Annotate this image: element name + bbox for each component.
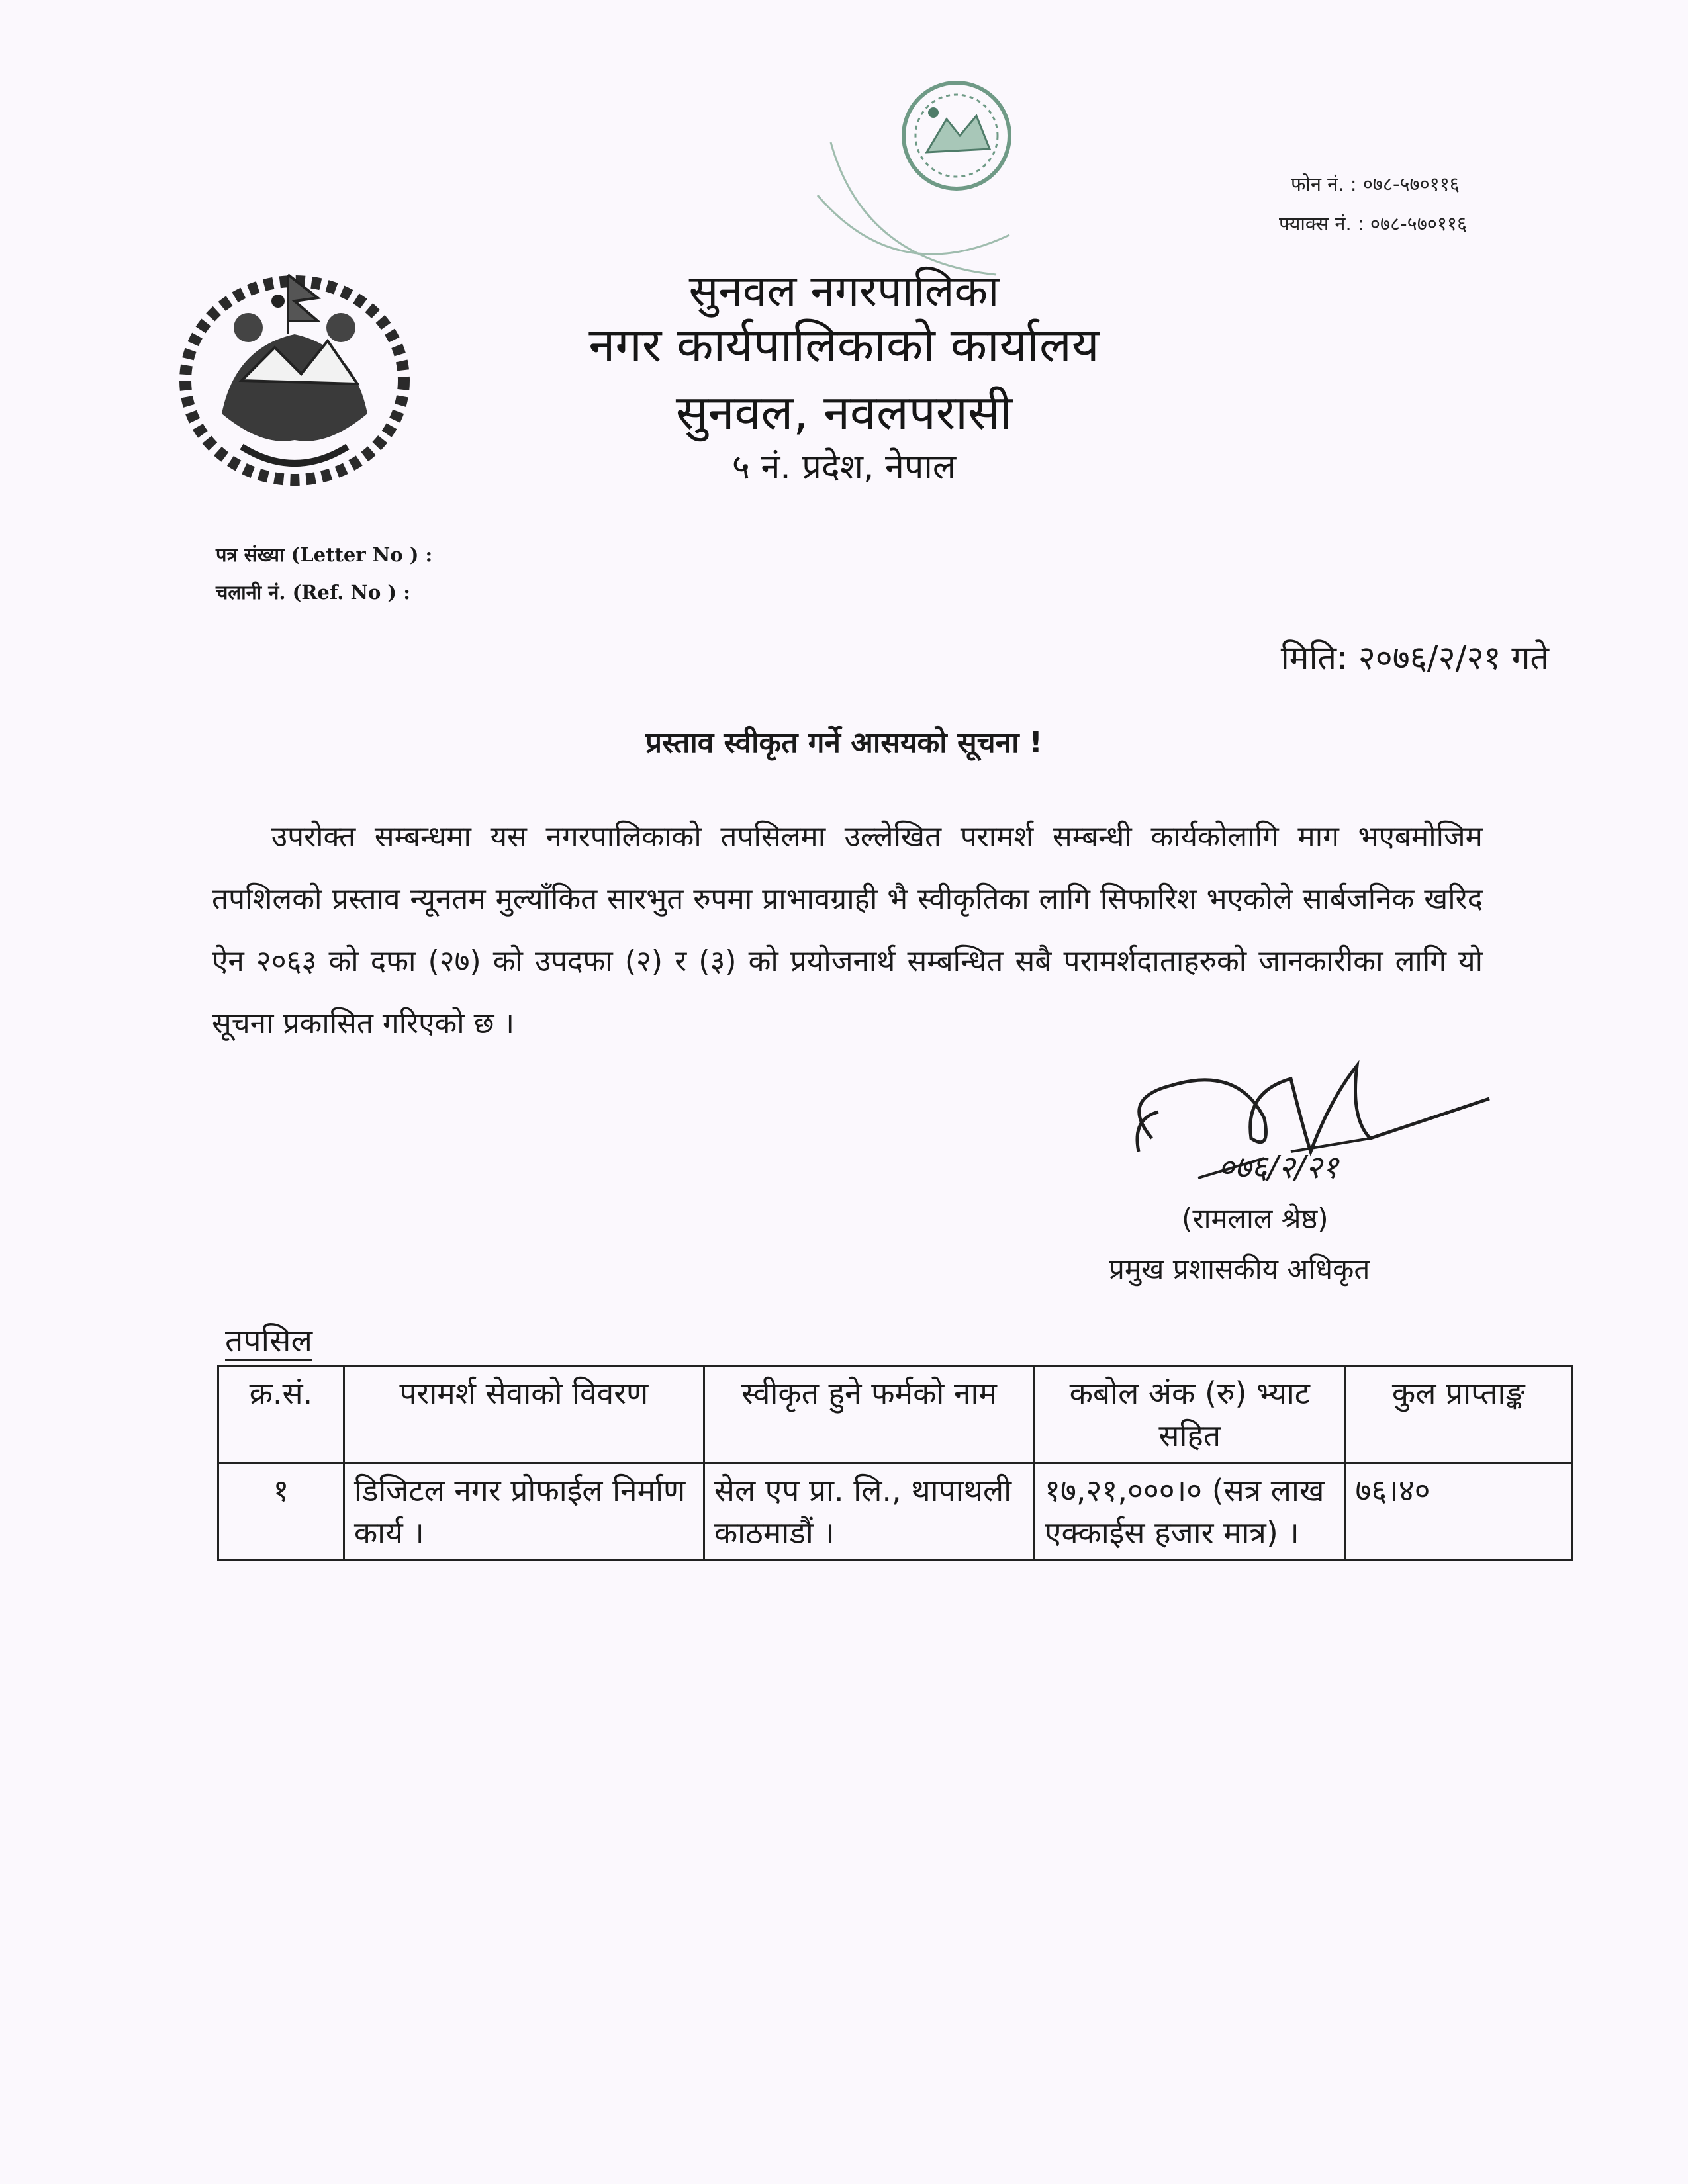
province-line: ५ नं. प्रदेश, नेपाल [731, 447, 957, 487]
office-location: सुनवल, नवलपरासी [675, 385, 1013, 440]
letter-number-label: पत्र संख्या (Letter No ) : [216, 543, 433, 566]
office-name: नगर कार्यपालिकाको कार्यालय [588, 317, 1100, 373]
annex-label: तपसिल [225, 1322, 312, 1361]
fax-number: फ्याक्स नं. : ०७८-५७०११६ [1279, 212, 1468, 235]
cell-score: ७६।४० [1345, 1463, 1572, 1561]
letter-date: मिति: २०७६/२/२१ गते [1280, 639, 1549, 677]
column-header-amount: कबोल अंक (रु) भ्याट सहित [1035, 1366, 1345, 1463]
annex-table [217, 1365, 1573, 1561]
cell-sn: १ [218, 1463, 344, 1561]
notice-body: उपरोक्त सम्बन्धमा यस नगरपालिकाको तपसिलमा उल्लेखित परामर्श सम्बन्धी कार्यकोलागि माग भएबमोजिम तपशिलको प्रस्ताव न्यूनतम मुल्याँकित सारभुत रुपमा प्राभावग्राही भै स्वीकृतिका लागि सिफारिश भएकोले सार्बजनिक खरिद ऐन २०६३ को दफा (२७) को उपदफा (२) र (३) को प्रयोजनार्थ सम्बन्धित सबै परामर्शदाताहरुको जानकारीका लागि यो सूचना प्रकासित गरिएको छ । [212, 820, 1483, 1040]
column-header-description: परामर्श सेवाको विवरण [344, 1366, 704, 1463]
phone-number: फोन नं. : ०७८-५७०११६ [1291, 173, 1460, 195]
cell-firm: सेल एप प्रा. लि., थापाथली काठमाडौं । [704, 1463, 1034, 1561]
column-header-score: कुल प्राप्ताङ्क [1345, 1366, 1572, 1463]
table-header-row [218, 1366, 1572, 1463]
column-header-firm: स्वीकृत हुने फर्मको नाम [704, 1366, 1034, 1463]
table-row [218, 1463, 1572, 1561]
organization-name: सुनवल नगरपालिका [688, 265, 1000, 316]
column-header-sn: क्र.सं. [218, 1366, 344, 1463]
reference-number-label: चलानी नं. (Ref. No ) : [216, 581, 410, 604]
officer-title: प्रमुख प्रशासकीय अधिकृत [1109, 1253, 1370, 1285]
notice-subject: प्रस्ताव स्वीकृत गर्ने आसयको सूचना ! [645, 726, 1043, 760]
cell-description: डिजिटल नगर प्रोफाईल निर्माण कार्य । [344, 1463, 704, 1561]
signature-date: ०७६/२/२१ [1218, 1149, 1339, 1186]
officer-name: (रामलाल श्रेष्ठ) [1182, 1203, 1329, 1235]
cell-amount: १७,२१,०००।० (सत्र लाख एक्काईस हजार मात्र) । [1035, 1463, 1345, 1561]
